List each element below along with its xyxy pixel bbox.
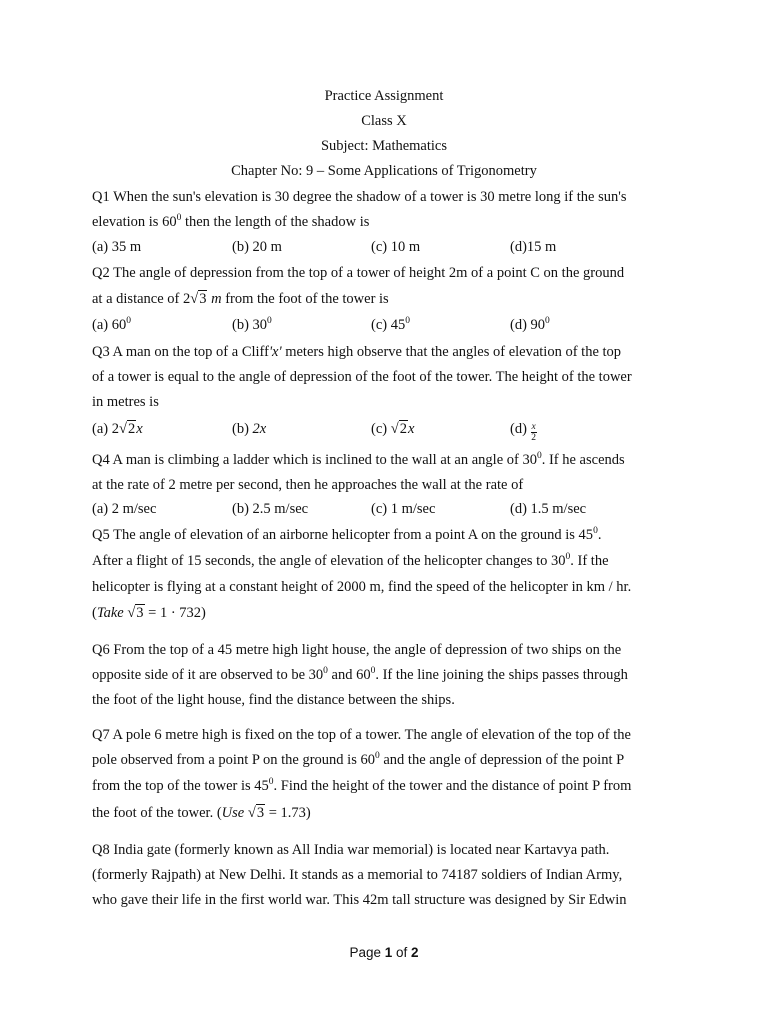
- q8-line-3: who gave their life in the first world war. This 42m tall structure was designed by Sir Edwin: [92, 892, 627, 908]
- assignment-title: Practice Assignment: [324, 88, 444, 104]
- q3-option-b: (b) 2x: [232, 421, 267, 437]
- q4-line-1: Q4 A man is climbing a ladder which is inclined to the wall at an angle of $30^0$. If he ascends: [92, 451, 625, 468]
- q5-line-2: After a flight of 15 seconds, the angle of elevation of the helicopter changes to $30^0$. If the: [92, 552, 609, 569]
- class-label: Class X: [361, 113, 407, 129]
- q1-line-2: elevation is $60^0$ then the length of the shadow is: [92, 213, 370, 230]
- q6-line-2: opposite side of it are observed to be $30^0$ and $60^0$. If the line joining the ships passes through: [92, 666, 628, 683]
- q3-option-a: (a) 2√2x: [92, 421, 143, 437]
- q4-option-c: (c) 1 m/sec: [371, 501, 436, 517]
- q2-option-d: (d) $90^0$: [510, 316, 550, 333]
- q7-line-4: the foot of the tower. (Use √3 = 1.73): [92, 805, 311, 821]
- subject-label: Subject: Mathematics: [320, 138, 448, 154]
- q1-options: [92, 239, 682, 259]
- q4-option-a: (a) 2 m/sec: [92, 501, 157, 517]
- q5-line-4: (Take √3 = 1 · 732): [92, 605, 206, 621]
- q7-line-2: pole observed from a point P on the ground is $60^0$ and the angle of depression of the point P: [92, 751, 625, 768]
- chapter-label: Chapter No: 9 – Some Applications of Trigonometry: [231, 163, 537, 179]
- q1-option-a: (a) 35 m: [92, 239, 142, 255]
- q8-line-1: Q8 India gate (formerly known as All India war memorial) is located near Kartavya path.: [92, 842, 610, 858]
- q5-line-3: helicopter is flying at a constant height of 2000 m, find the speed of the helicopter in km / hr.: [92, 579, 632, 595]
- q4-options: [92, 501, 682, 521]
- q1-option-b: (b) 20 m: [232, 239, 282, 255]
- q3-option-d: (d) $\frac{x}{2}$: [510, 421, 537, 443]
- q7-line-3: from the top of the tower is $45^0$. Find the height of the tower and the distance of point P from: [92, 777, 632, 794]
- q1-line-1: Q1 When the sun's elevation is 30 degree the shadow of a tower is 30 metre long if the sun's: [92, 189, 627, 205]
- q2-option-c: (c) $45^0$: [371, 316, 410, 333]
- q1-option-d: (d)15 m: [510, 239, 557, 255]
- q2-option-b: (b) $30^0$: [232, 316, 272, 333]
- q6-line-1: Q6 From the top of a 45 metre high light house, the angle of depression of two ships on the: [92, 642, 622, 658]
- q6-line-3: the foot of the light house, find the distance between the ships.: [92, 692, 455, 708]
- q1-option-c: (c) 10 m: [371, 239, 421, 255]
- q2-line-1: Q2 The angle of depression from the top of a tower of height 2m of a point C on the ground: [92, 265, 625, 281]
- q3-line-2: of a tower is equal to the angle of depression of the foot of the tower. The height of the tower: [92, 369, 632, 385]
- q4-option-d: (d) 1.5 m/sec: [510, 501, 587, 517]
- q2-option-a: (a) $60^0$: [92, 316, 131, 333]
- q3-option-c: (c) √2x: [371, 421, 415, 437]
- q4-option-b: (b) 2.5 m/sec: [232, 501, 309, 517]
- fraction-x-over-2: $\frac{x}{2}$: [531, 422, 537, 443]
- q2-options: [92, 317, 682, 337]
- q5-line-1: Q5 The angle of elevation of an airborne helicopter from a point A on the ground is $45^0$.: [92, 526, 602, 543]
- q3-line-3: in metres is: [92, 394, 159, 410]
- q7-line-1: Q7 A pole 6 metre high is fixed on the top of a tower. The angle of elevation of the top of the: [92, 727, 631, 743]
- q3-line-1: Q3 A man on the top of a Cliff'x' meters high observe that the angles of elevation of the top: [92, 344, 622, 360]
- page-indicator: Page 1 of 2: [349, 945, 419, 960]
- q4-line-2: at the rate of 2 metre per second, then he approaches the wall at the rate of: [92, 477, 524, 493]
- q3-options: [92, 421, 682, 441]
- q8-line-2: (formerly Rajpath) at New Delhi. It stands as a memorial to 74187 soldiers of Indian Army,: [92, 867, 623, 883]
- q2-line-2: at a distance of 2√3 m from the foot of the tower is: [92, 291, 389, 307]
